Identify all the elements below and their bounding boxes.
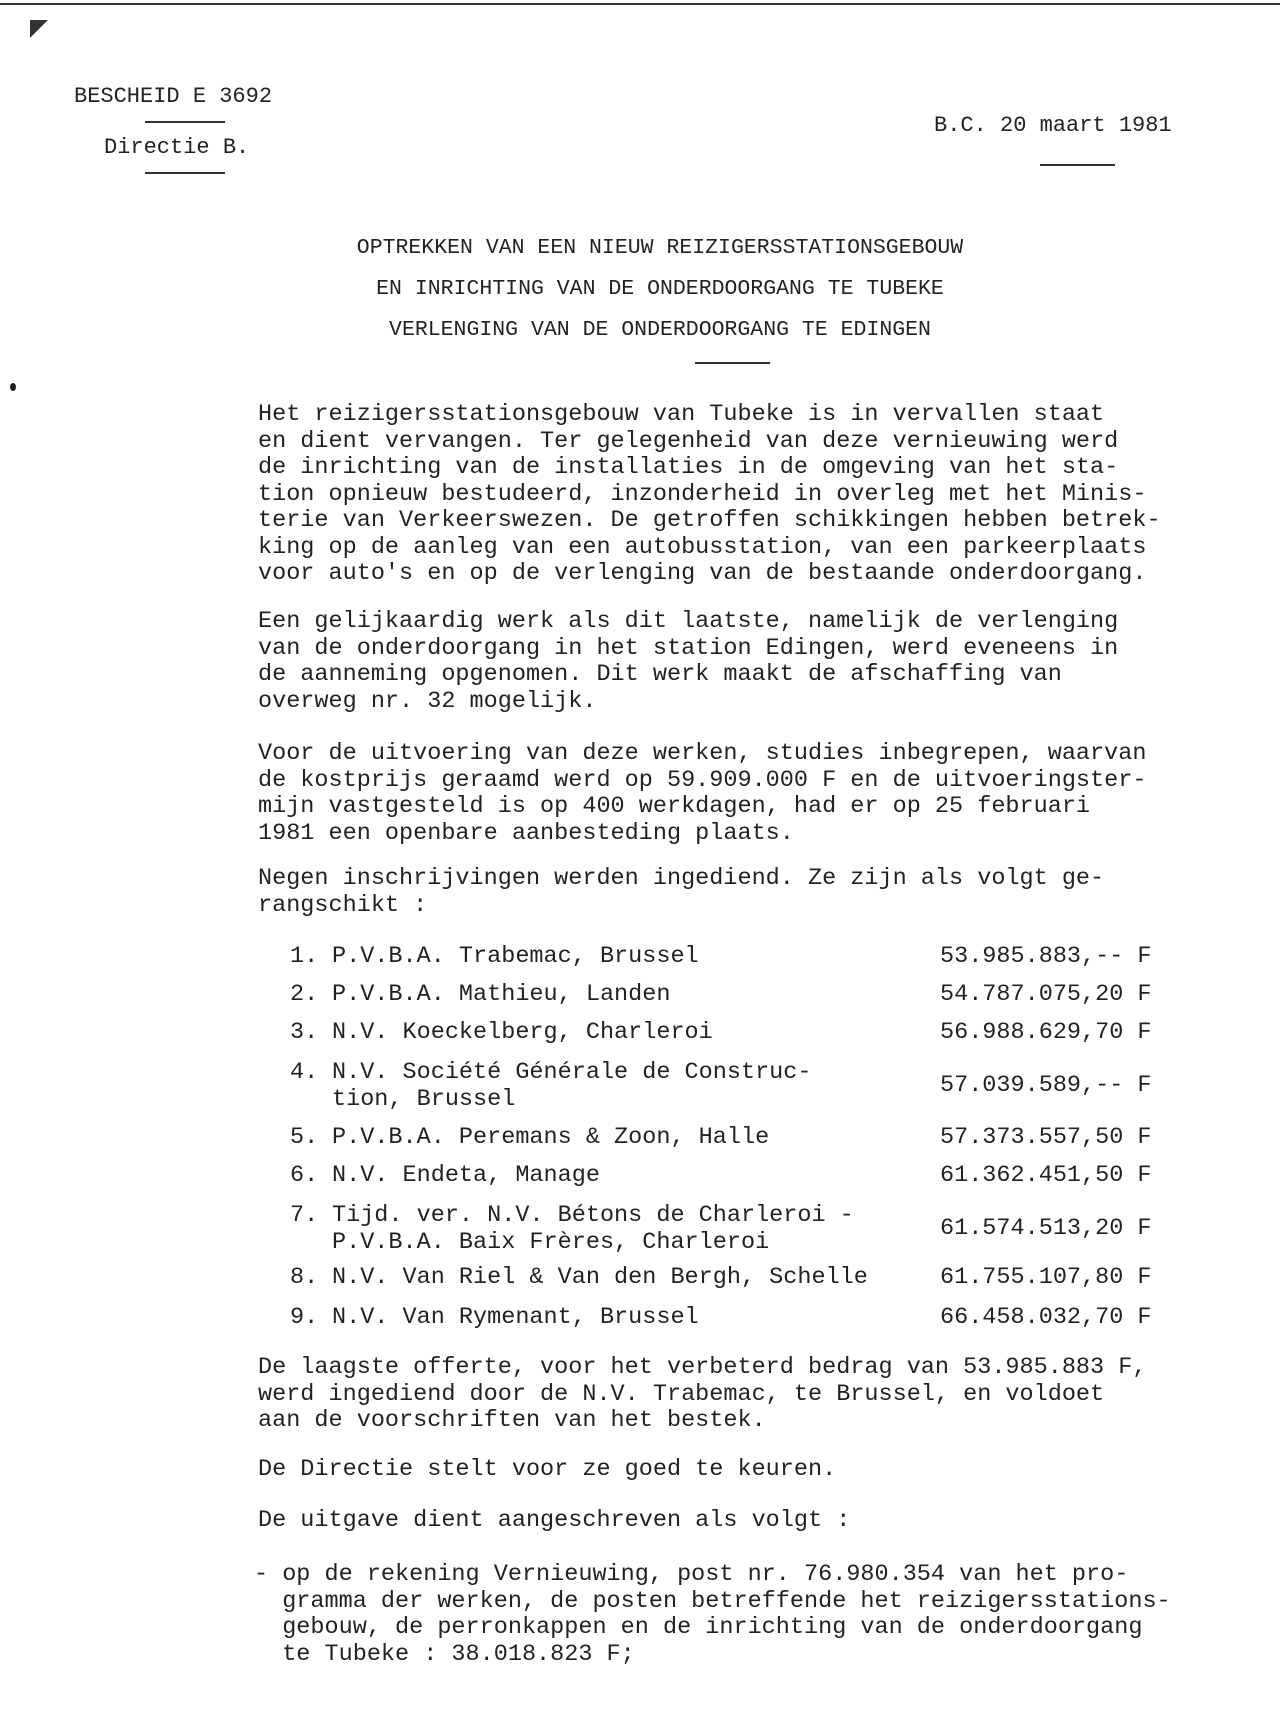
bid-number: 8. [290, 1264, 319, 1291]
bid-name: N.V. Société Générale de Construc- tion, Brussel [332, 1059, 812, 1113]
paragraph-7: De uitgave dient aangeschreven als volgt : [258, 1507, 851, 1534]
date-underline [1040, 164, 1115, 166]
paragraph-8: - op de rekening Vernieuwing, post nr. 76.980.354 van het pro- gramma der werken, de posten betreffende het reizigersstations- gebouw, de perronkappen en de inrichting van de onderdoorgang te Tubeke : 38.018.823 F; [254, 1561, 1171, 1668]
department-underline [145, 172, 225, 174]
bid-number: 1. [290, 943, 319, 970]
bid-amount: 61.755.107,80 F [940, 1264, 1152, 1291]
bid-number: 6. [290, 1162, 319, 1189]
bid-amount: 61.362.451,50 F [940, 1162, 1152, 1189]
bid-number: 7. [290, 1202, 319, 1229]
title-underline [695, 362, 770, 364]
bid-name: N.V. Van Riel & Van den Bergh, Schelle [332, 1264, 868, 1291]
paragraph-3: Voor de uitvoering van deze werken, studies inbegrepen, waarvan de kostprijs geraamd werd op 59.909.000 F en de uitvoeringster- mijn vastgesteld is op 400 werkdagen, had er op 25 februari 1981 een openbare aanbesteding plaats. [258, 740, 1147, 847]
bid-name: N.V. Van Rymenant, Brussel [332, 1304, 699, 1331]
bid-number: 5. [290, 1124, 319, 1151]
bid-amount: 66.458.032,70 F [940, 1304, 1152, 1331]
title-line-2: EN INRICHTING VAN DE ONDERDOORGANG TE TUBEKE [376, 277, 944, 301]
title-line-3: VERLENGING VAN DE ONDERDOORGANG TE EDINGEN [389, 318, 931, 342]
bid-amount: 54.787.075,20 F [940, 981, 1152, 1008]
top-border [0, 3, 1280, 5]
bid-number: 2. [290, 981, 319, 1008]
bid-name: Tijd. ver. N.V. Bétons de Charleroi - P.V.B.A. Baix Frères, Charleroi [332, 1202, 854, 1256]
title-line-1: OPTREKKEN VAN EEN NIEUW REIZIGERSSTATIONSGEBOUW [356, 236, 964, 260]
bid-number: 4. [290, 1059, 319, 1086]
corner-mark [30, 20, 48, 38]
bid-amount: 61.574.513,20 F [940, 1215, 1152, 1242]
document-date: B.C. 20 maart 1981 [934, 113, 1172, 138]
paragraph-1: Het reizigersstationsgebouw van Tubeke is in vervallen staat en dient vervangen. Ter gelegenheid van deze vernieuwing werd de inrichting van de installaties in de omgeving van het sta- tion opnieuw bestudeerd, inzonderheid in overleg met het Minis- terie van Verkeerswezen. De getroffen schikkingen hebben betrek- king op de aanleg van een autobusstation, van een parkeerplaats voor auto's en op de verlenging van de bestaande onderdoorgang. [258, 401, 1161, 587]
paragraph-5: De laagste offerte, voor het verbeterd bedrag van 53.985.883 F, werd ingediend door de N.V. Trabemac, te Brussel, en voldoet aan de voorschriften van het bestek. [258, 1354, 1147, 1434]
department-label: Directie B. [104, 135, 250, 160]
paragraph-2: Een gelijkaardig werk als dit laatste, namelijk de verlenging van de onderdoorgang in het station Edingen, werd eveneens in de aanneming opgenomen. Dit werk maakt de afschaffing van overweg nr. 32 mogelijk. [258, 608, 1119, 715]
reference-number: BESCHEID E 3692 [74, 84, 273, 109]
bid-number: 3. [290, 1019, 319, 1046]
reference-underline [145, 121, 225, 123]
bid-number: 9. [290, 1304, 319, 1331]
bid-name: N.V. Endeta, Manage [332, 1162, 600, 1189]
bid-name: P.V.B.A. Peremans & Zoon, Halle [332, 1124, 770, 1151]
bid-amount: 56.988.629,70 F [940, 1019, 1152, 1046]
paragraph-6: De Directie stelt voor ze goed te keuren. [258, 1456, 837, 1483]
bid-name: P.V.B.A. Trabemac, Brussel [332, 943, 699, 970]
bid-amount: 57.039.589,-- F [940, 1072, 1152, 1099]
margin-dot [10, 383, 16, 391]
bid-name: P.V.B.A. Mathieu, Landen [332, 981, 671, 1008]
bid-amount: 53.985.883,-- F [940, 943, 1152, 970]
bid-amount: 57.373.557,50 F [940, 1124, 1152, 1151]
paragraph-4: Negen inschrijvingen werden ingediend. Ze zijn als volgt ge- rangschikt : [258, 865, 1105, 919]
bid-name: N.V. Koeckelberg, Charleroi [332, 1019, 713, 1046]
